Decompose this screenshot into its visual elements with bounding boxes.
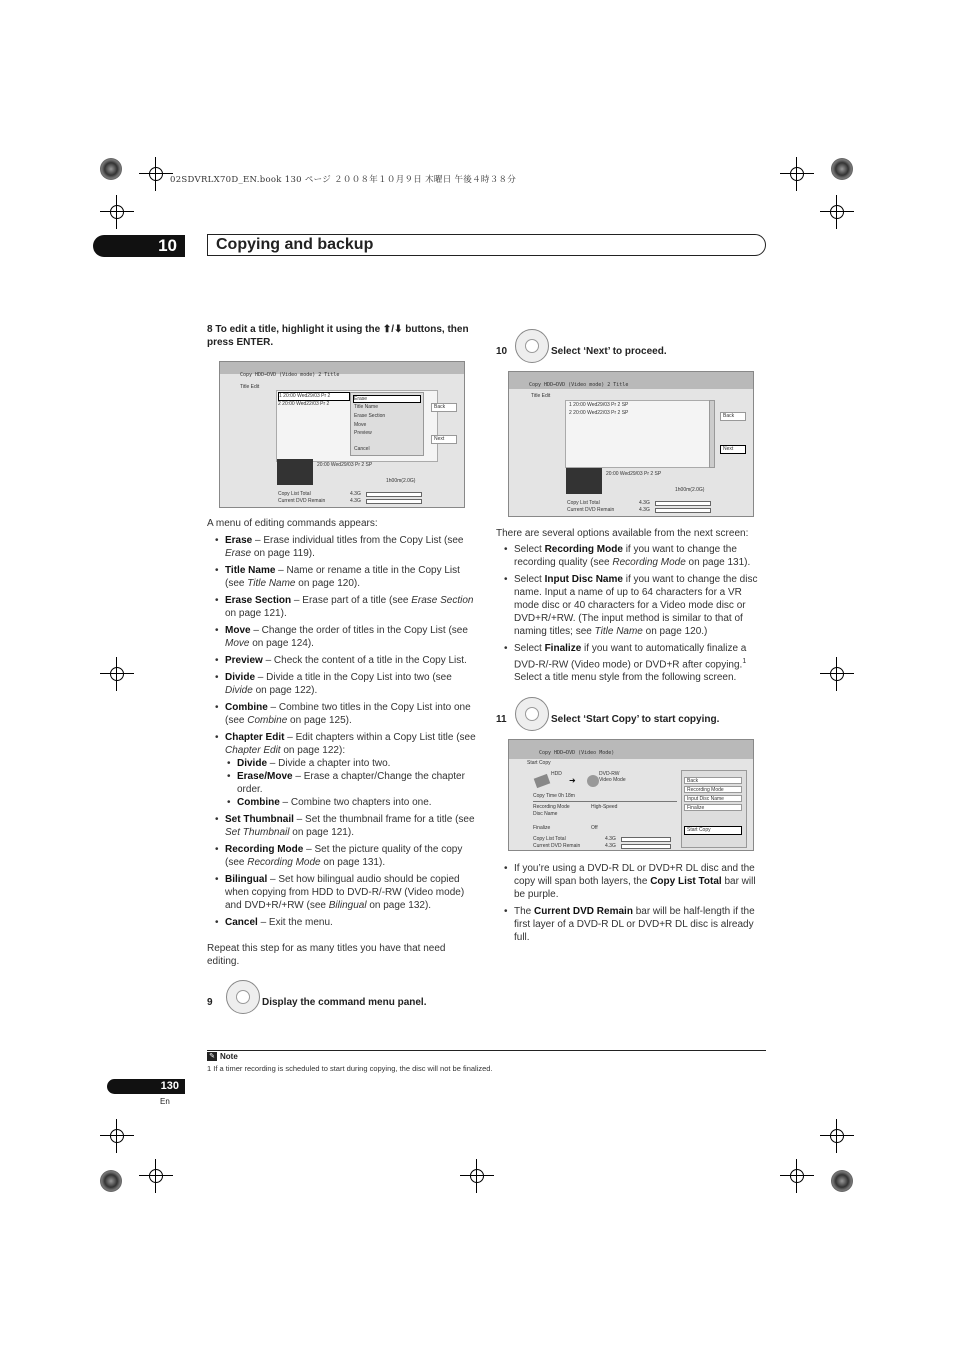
copy-time: Copy Time 0h 18m bbox=[533, 793, 575, 799]
step-11-number: 11 bbox=[496, 714, 507, 725]
corner-disc-icon bbox=[100, 1170, 122, 1192]
screen1-row[interactable]: 1 20:00 Wed29/03 Pr 2 bbox=[278, 392, 350, 401]
dvd-remain-label: Current DVD Remain bbox=[567, 507, 615, 513]
file-meta: 02SDVRLX70D_EN.book 130 ページ ２００８年１０月９日 木曜日 午後４時３８分 bbox=[170, 175, 517, 185]
dvd-remain-value: 4.3G bbox=[350, 498, 361, 504]
options-intro: There are several options available from the next screen: bbox=[496, 528, 749, 539]
list-item: • Title Name – Name or rename a title in the Copy List (see Title Name on page 120). bbox=[207, 564, 479, 590]
hdd-label: HDD bbox=[551, 771, 562, 777]
registration-mark-icon bbox=[826, 201, 848, 223]
screen1-command-menu bbox=[350, 392, 424, 456]
screen2-duration: 1h00m(2.0G) bbox=[675, 487, 705, 493]
chapter-number: 10 bbox=[93, 235, 185, 257]
command-list bbox=[207, 534, 479, 933]
screen3-subtitle: Start Copy bbox=[527, 760, 551, 766]
hdd-icon bbox=[534, 774, 551, 788]
copy-list-total-value: 4.3G bbox=[605, 836, 616, 842]
step-10-number: 10 bbox=[496, 346, 508, 357]
arrow-right-icon: ➜ bbox=[569, 776, 576, 785]
corner-disc-icon bbox=[831, 1170, 853, 1192]
list-item: • Select Input Disc Name if you want to change the disc name. Input a name of up to 64 characters for a VR mode disc or 40 characters for a Video mode disc or DVD+R/+RW. (The input method is similar to that of naming titles; see Title Name on page 120.) bbox=[496, 573, 768, 638]
corner-disc-icon bbox=[100, 158, 122, 180]
recording-mode-label: Recording Mode bbox=[533, 804, 570, 810]
back-button[interactable]: Back bbox=[431, 403, 457, 412]
list-item: • Move – Change the order of titles in the Copy List (see Move on page 124). bbox=[207, 624, 479, 650]
list-item: • Set Thumbnail – Set the thumbnail frame for a title (see Set Thumbnail on page 121). bbox=[207, 813, 479, 839]
screen1-row[interactable]: 2 20:00 Wed22/03 Pr 2 bbox=[278, 401, 330, 407]
recording-mode-value: High-Speed bbox=[591, 804, 618, 810]
dvd-remain-value: 4.3G bbox=[605, 843, 616, 849]
list-item: • Select Finalize if you want to automatically finalize a DVD-R/-RW (Video mode) or DVD+R after copying.$^1$ Select a title menu style from the following screen. bbox=[496, 642, 768, 684]
recording-mode-button[interactable]: Recording Mode bbox=[684, 786, 742, 793]
list-item: • Recording Mode – Set the picture quality of the copy (see Recording Mode on page 131). bbox=[207, 843, 479, 869]
start-copy-button[interactable]: Start Copy bbox=[684, 826, 742, 835]
registration-mark-icon bbox=[826, 1125, 848, 1147]
copy-list-total-label: Copy List Total bbox=[567, 500, 600, 506]
dvd-disc-icon bbox=[587, 775, 599, 787]
registration-mark-icon bbox=[826, 663, 848, 685]
language-label: En bbox=[160, 1097, 170, 1106]
title-thumbnail bbox=[566, 468, 602, 494]
sub-list-item: • Divide – Divide a chapter into two. bbox=[225, 757, 479, 770]
repeat-text: Repeat this step for as many titles you have that need editing. bbox=[207, 943, 446, 967]
intro-text: A menu of editing commands appears: bbox=[207, 518, 378, 529]
back-button[interactable]: Back bbox=[720, 412, 746, 421]
dvd-remain-label: Current DVD Remain bbox=[278, 498, 326, 504]
list-item: • Combine – Combine two titles in the Copy List into one (see Combine on page 125). bbox=[207, 701, 479, 727]
dial-icon bbox=[226, 980, 260, 1014]
dvd-remain-value: 4.3G bbox=[639, 507, 650, 513]
menu-item-preview[interactable]: Preview bbox=[354, 430, 372, 436]
registration-mark-icon bbox=[466, 1165, 488, 1187]
menu-item-cancel[interactable]: Cancel bbox=[354, 446, 370, 452]
finalize-button[interactable]: Finalize bbox=[684, 804, 742, 811]
screen1-duration: 1h00m(2.0G) bbox=[386, 478, 416, 484]
screen1-subtitle: Title Edit bbox=[240, 384, 260, 390]
finalize-value: Off bbox=[591, 825, 598, 831]
step-9: Display the command menu panel. bbox=[262, 997, 427, 1008]
options-list bbox=[496, 543, 768, 688]
footnote: 1 If a timer recording is scheduled to start during copying, the disc will not be finalized. bbox=[207, 1064, 493, 1073]
input-disc-name-button[interactable]: Input Disc Name bbox=[684, 795, 742, 802]
dvd-mode-label: Video Mode bbox=[599, 777, 626, 783]
registration-mark-icon bbox=[106, 1125, 128, 1147]
registration-mark-icon bbox=[786, 1165, 808, 1187]
registration-mark-icon bbox=[145, 1165, 167, 1187]
next-button[interactable]: Next bbox=[431, 435, 457, 444]
disc-name-label: Disc Name bbox=[533, 811, 558, 817]
screen3-header: Copy HDD➡DVD (Video Mode) bbox=[539, 750, 615, 756]
registration-mark-icon bbox=[786, 163, 808, 185]
copy-list-total-value: 4.3G bbox=[350, 491, 361, 497]
screen1-header: Copy HDD➡DVD (Video mode) 2 Title bbox=[240, 372, 340, 378]
screen2-header: Copy HDD➡DVD (Video mode) 2 Title bbox=[529, 382, 629, 388]
note-label: Note bbox=[220, 1052, 238, 1061]
step-11: Select ‘Start Copy’ to start copying. bbox=[551, 714, 720, 725]
scrollbar[interactable] bbox=[709, 400, 715, 468]
registration-mark-icon bbox=[145, 163, 167, 185]
step-8: 8 To edit a title, highlight it using the ⬆/⬇ buttons, then press ENTER. bbox=[207, 324, 469, 348]
dial-icon bbox=[515, 697, 549, 731]
menu-item-erase-section[interactable]: Erase Section bbox=[354, 413, 386, 419]
list-item: • Preview – Check the content of a title in the Copy List. bbox=[207, 654, 479, 667]
list-item: • Cancel – Exit the menu. bbox=[207, 916, 479, 929]
menu-item-move[interactable]: Move bbox=[354, 422, 367, 428]
page-number: 130 bbox=[107, 1079, 185, 1094]
note-icon: ✎ bbox=[207, 1052, 217, 1061]
list-item: • Erase – Erase individual titles from the Copy List (see Erase on page 119). bbox=[207, 534, 479, 560]
dvd-remain-label: Current DVD Remain bbox=[533, 843, 581, 849]
step-10: Select ‘Next’ to proceed. bbox=[551, 346, 667, 357]
chapter-title: Copying and backup bbox=[207, 234, 766, 256]
list-item: • If you’re using a DVD-R DL or DVD+R DL disc and the copy will span both layers, the Copy List Total bar will be purple. bbox=[496, 862, 768, 901]
step-9-number: 9 bbox=[207, 997, 213, 1008]
copy-list-total-value: 4.3G bbox=[639, 500, 650, 506]
next-button[interactable]: Next bbox=[720, 445, 746, 454]
screen3-menu bbox=[681, 770, 747, 848]
menu-item-erase[interactable]: Erase bbox=[353, 395, 421, 403]
list-item: • Erase Section – Erase part of a title (see Erase Section on page 121). bbox=[207, 594, 479, 620]
screen2-info: 20:00 Wed29/03 Pr 2 SP bbox=[606, 471, 662, 477]
finalize-label: Finalize bbox=[533, 825, 551, 831]
screen2-row[interactable]: 1 20:00 Wed29/03 Pr 2 SP bbox=[569, 402, 629, 408]
corner-disc-icon bbox=[831, 158, 853, 180]
list-item: • Select Recording Mode if you want to change the recording quality (see Recording Mode on page 131). bbox=[496, 543, 768, 569]
title-thumbnail bbox=[277, 459, 313, 485]
screen-start-copy bbox=[508, 739, 754, 851]
screen2-subtitle: Title Edit bbox=[531, 393, 551, 399]
list-item: • Chapter Edit – Edit chapters within a Copy List title (see Chapter Edit on page 122): • Divide – Divide a chapter into two. • Erase/Move – Erase a chapter/Change the chapter order. • Combine – Combine two chapters into one. bbox=[207, 731, 479, 809]
list-item: • The Current DVD Remain bar will be half-length if the first layer of a DVD-R DL or DVD+R DL disc is already full. bbox=[496, 905, 768, 944]
registration-mark-icon bbox=[106, 663, 128, 685]
sub-list-item: • Erase/Move – Erase a chapter/Change the chapter order. bbox=[225, 770, 479, 796]
screen1-info: 20:00 Wed29/03 Pr 2 SP bbox=[317, 462, 373, 468]
screen2-row[interactable]: 2 20:00 Wed22/03 Pr 2 SP bbox=[569, 410, 629, 416]
screen-title-edit-next bbox=[508, 371, 754, 517]
list-item: • Bilingual – Set how bilingual audio should be copied when copying from HDD to DVD-R/-RW (Video mode) and DVD+R/+RW (see Bilingual on page 132). bbox=[207, 873, 479, 912]
dial-icon bbox=[515, 329, 549, 363]
back-button[interactable]: Back bbox=[684, 777, 742, 784]
screen-title-edit-menu bbox=[219, 361, 465, 508]
registration-mark-icon bbox=[106, 201, 128, 223]
dvd-label: DVD-RW bbox=[599, 771, 620, 777]
copy-list-total-label: Copy List Total bbox=[533, 836, 566, 842]
menu-item-title-name[interactable]: Title Name bbox=[354, 404, 378, 410]
notes-list bbox=[496, 862, 768, 948]
copy-list-total-label: Copy List Total bbox=[278, 491, 311, 497]
list-item: • Divide – Divide a title in the Copy List into two (see Divide on page 122). bbox=[207, 671, 479, 697]
sub-list-item: • Combine – Combine two chapters into one. bbox=[225, 796, 479, 809]
